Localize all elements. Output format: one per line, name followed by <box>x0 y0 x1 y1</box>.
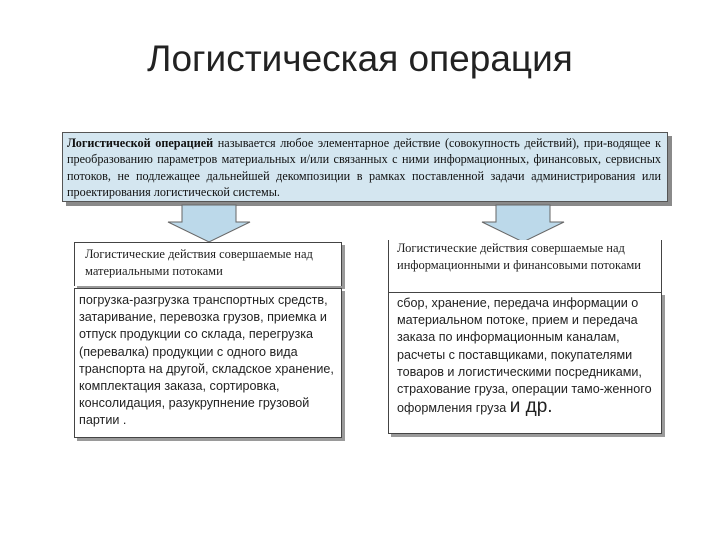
info-finance-actions-heading: Логистические действия совершаемые над информационными и финансовыми потоками <box>388 240 662 292</box>
definition-text: называется любое элементарное действие (совокупность действий), при-водящее к преобразованию параметров материальных и/или связанных с ними информационных, финансовых, сервисных потоков, не подлежащее дальнейшей декомпозиции в рамках поставленной задачи администрирования или проектирования логистической системы. <box>67 136 661 200</box>
info-finance-actions-list <box>388 292 662 434</box>
page-title: Логистическая операция <box>147 38 573 79</box>
definition-term: Логистической операцией <box>67 136 214 150</box>
material-actions-list: погрузка-разгрузка транспортных средств, затаривание, перевозка грузов, приемка и отпуск продукции со склада, перегрузка (перевалка) продукции с одного вида транспорта на другой, складское хранение, комплектация заказа, сортировка, консолидация, разукрупнение грузовой партии . <box>74 288 342 438</box>
definition-box <box>62 132 668 202</box>
arrow-right-down-icon <box>480 204 566 244</box>
arrow-left-down-icon <box>166 204 252 244</box>
material-actions-heading: Логистические действия совершаемые над материальными потоками <box>74 242 342 286</box>
info-finance-actions-tail: и др. <box>509 396 553 418</box>
info-finance-actions-text: сбор, хранение, передача информации о материальном потоке, прием и передача заказа по информационным каналам, расчеты с поставщиками, покупателями товаров и логистическими посредниками, страхование груза, операции тамо-женного оформления груза <box>397 296 652 416</box>
